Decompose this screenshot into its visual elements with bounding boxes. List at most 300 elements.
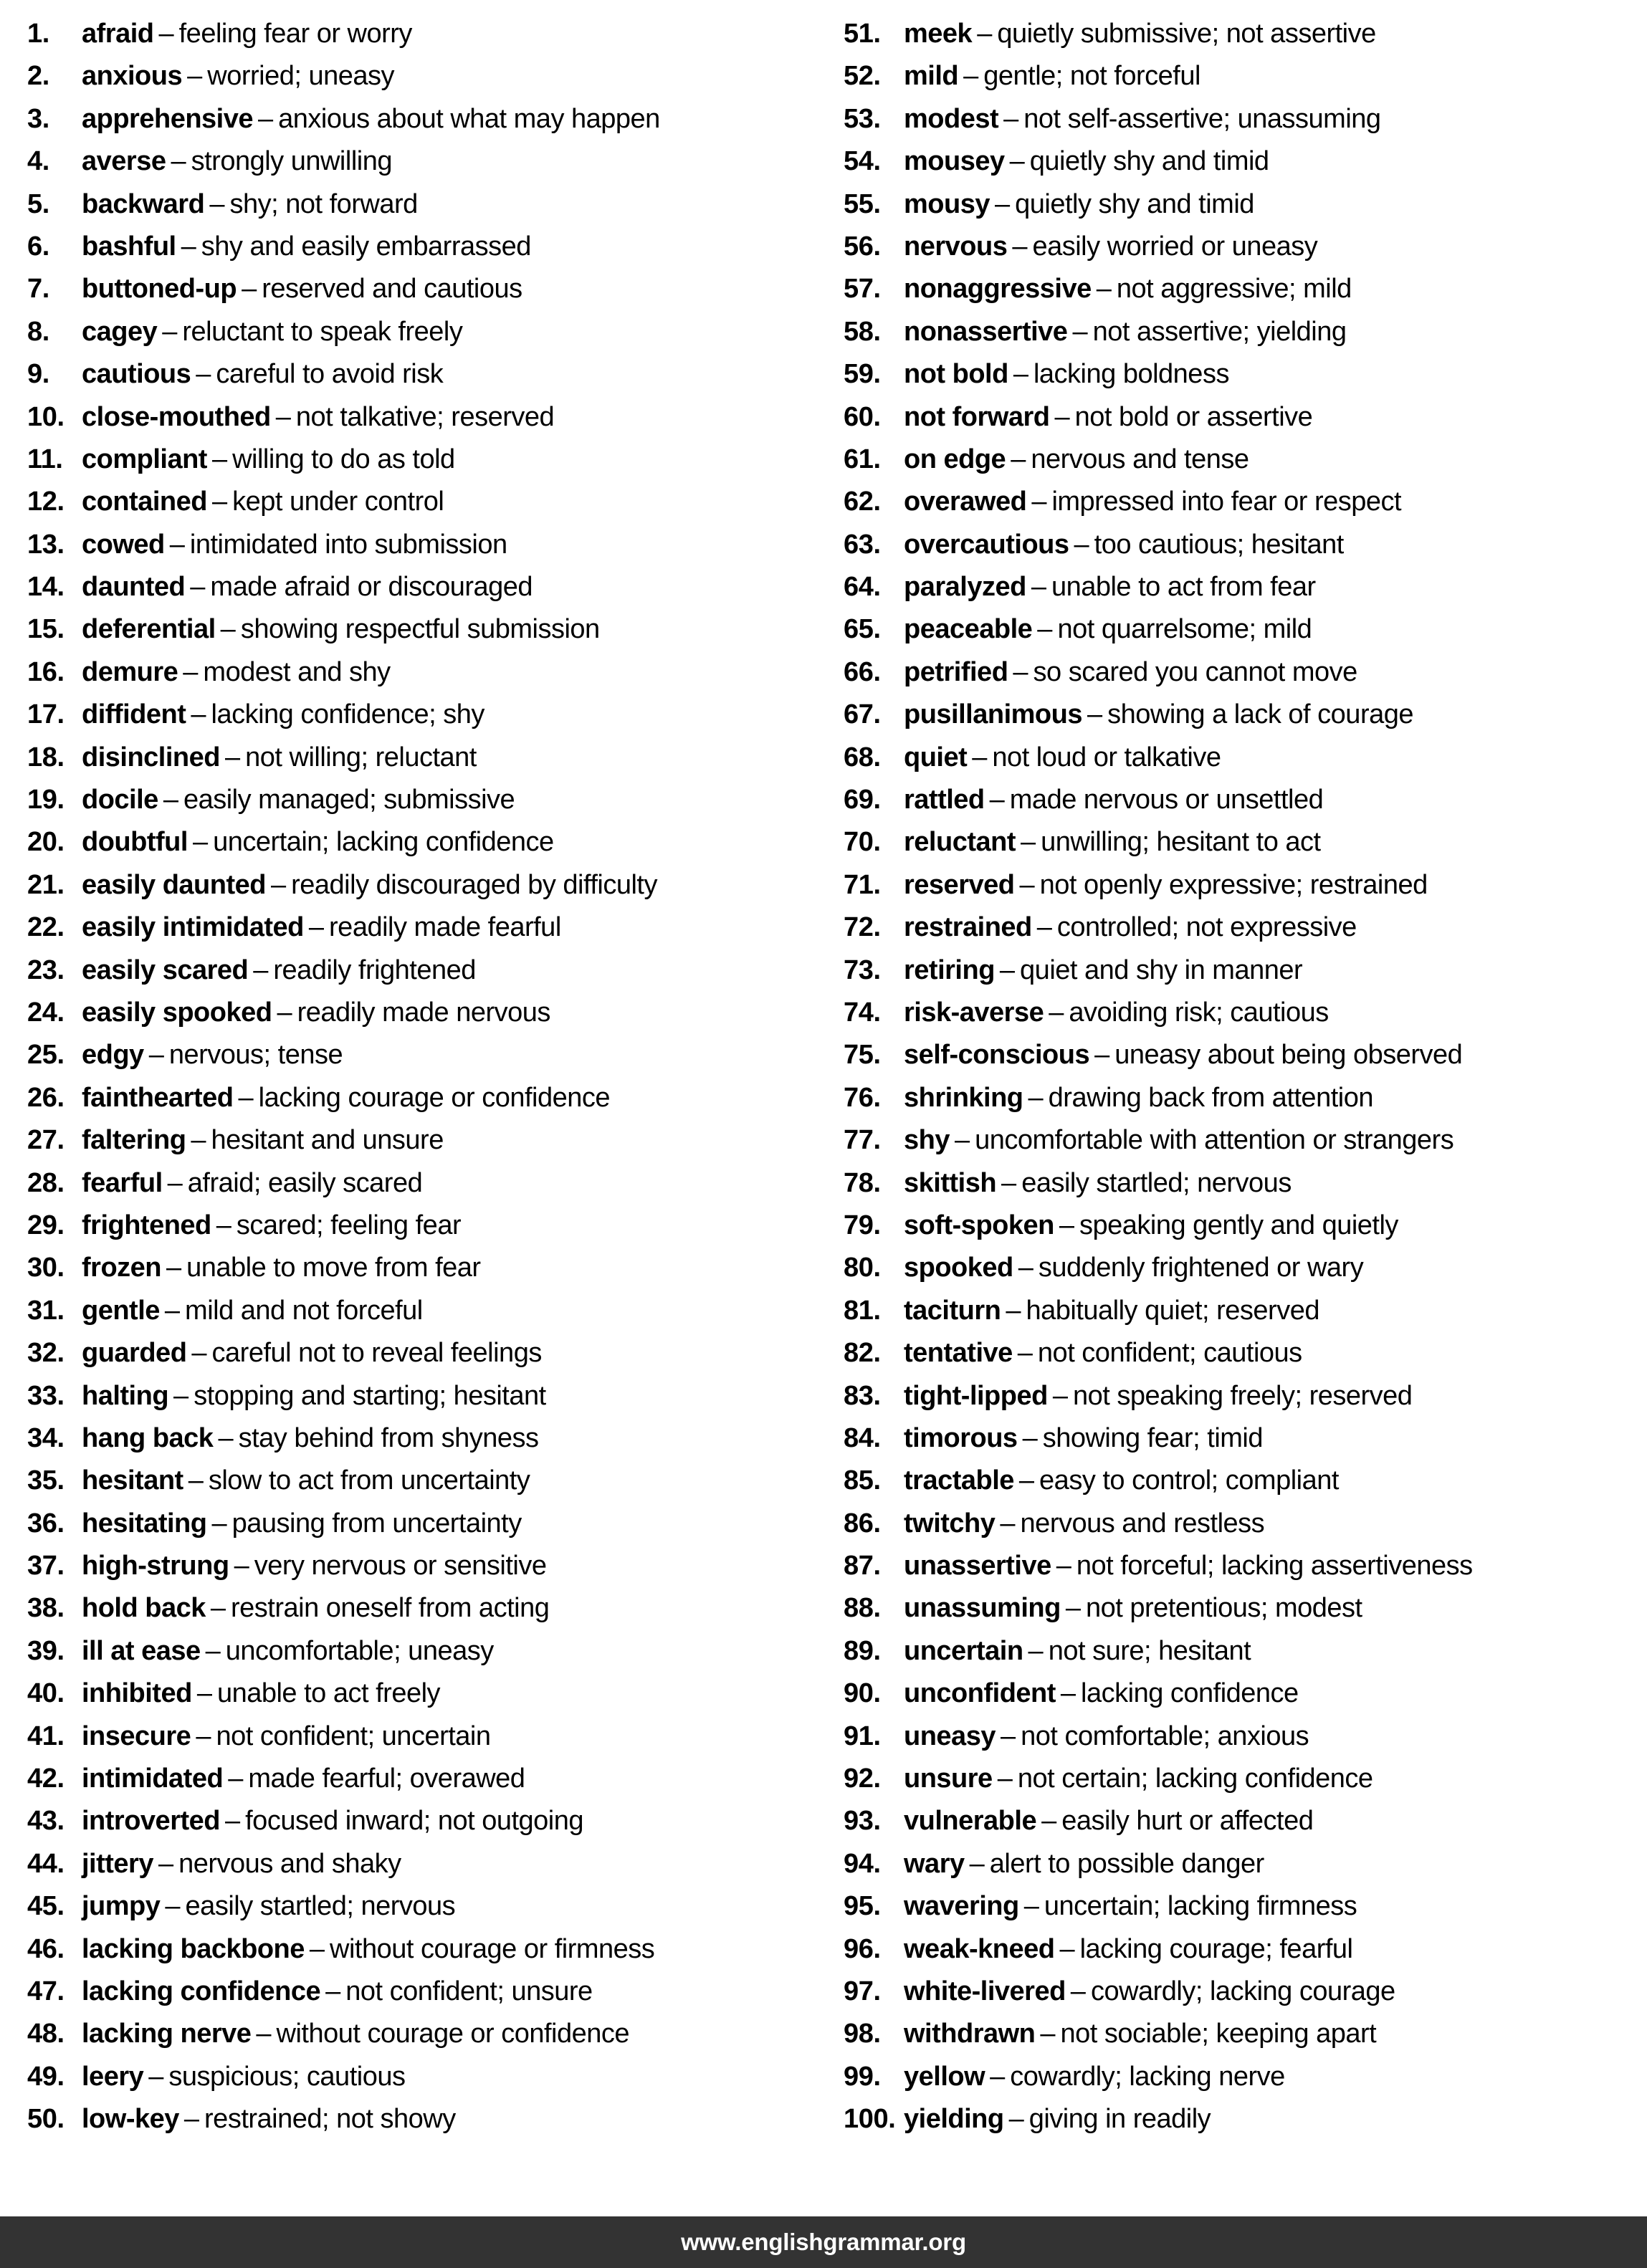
list-item-number: 43.	[27, 1806, 65, 1837]
list-item-definition: habitually quiet; reserved	[1026, 1295, 1319, 1326]
list-item-term: lacking confidence	[82, 1976, 321, 2006]
list-item	[27, 1630, 818, 1673]
list-item-number: 18.	[27, 742, 65, 772]
list-item	[27, 1971, 818, 2013]
footer-bar	[0, 2216, 1647, 2268]
list-item-term: quiet	[904, 742, 968, 772]
list-item-dash: –	[162, 316, 178, 347]
list-item-definition: shy and easily embarrassed	[201, 231, 531, 262]
list-item-term: overcautious	[904, 529, 1069, 560]
list-item-definition: careful to avoid risk	[216, 359, 444, 390]
list-item	[27, 1034, 818, 1076]
list-item-number: 69.	[844, 785, 881, 815]
list-item-number: 14.	[27, 572, 65, 603]
list-item-definition: unable to move from fear	[186, 1253, 481, 1283]
list-item-number: 89.	[844, 1635, 881, 1666]
list-item-definition: restrain oneself from acting	[231, 1593, 550, 1624]
list-item	[844, 1119, 1641, 1162]
list-item-definition: gentle; not forceful	[983, 61, 1200, 92]
list-item-dash: –	[210, 1593, 226, 1624]
list-item-term: hesitant	[82, 1465, 183, 1496]
list-item-term: faltering	[82, 1125, 186, 1156]
list-item-definition: restrained; not showy	[204, 2104, 456, 2135]
list-item-number: 41.	[27, 1721, 65, 1751]
list-item-term: unconfident	[904, 1678, 1056, 1709]
list-item	[27, 1928, 818, 1971]
list-item-number: 28.	[27, 1167, 65, 1198]
list-item-term: low-key	[82, 2104, 179, 2135]
list-item-number: 31.	[27, 1295, 65, 1326]
list-item-term: apprehensive	[82, 103, 253, 134]
list-item-number: 75.	[844, 1040, 881, 1071]
list-item-dash: –	[277, 997, 292, 1028]
list-item	[844, 1971, 1641, 2013]
list-item-dash: –	[191, 1125, 206, 1156]
list-item-dash: –	[1074, 529, 1089, 560]
list-item	[844, 779, 1641, 821]
list-item-dash: –	[1023, 1891, 1039, 1922]
list-item-term: lacking backbone	[82, 1933, 305, 1964]
list-item-definition: scared; feeling fear	[236, 1210, 462, 1240]
list-item-dash: –	[163, 785, 178, 815]
list-item-term: timorous	[904, 1422, 1018, 1453]
list-item-dash: –	[165, 1891, 181, 1922]
list-item-number: 52.	[844, 61, 881, 92]
list-item-definition: lacking confidence	[1081, 1678, 1299, 1709]
list-item-dash: –	[164, 1295, 181, 1326]
list-item	[844, 226, 1641, 268]
list-item-definition: not confident; cautious	[1037, 1338, 1302, 1369]
list-item-number: 62.	[844, 487, 881, 517]
list-item-number: 82.	[844, 1338, 881, 1369]
list-item-dash: –	[309, 1933, 325, 1964]
list-item	[844, 949, 1641, 992]
list-item-number: 76.	[844, 1082, 881, 1113]
list-item-definition: nervous and shaky	[178, 1848, 401, 1879]
list-item-dash: –	[977, 19, 993, 49]
list-item-term: insecure	[82, 1721, 191, 1751]
list-item-term: backward	[82, 188, 205, 219]
list-item-number: 84.	[844, 1422, 881, 1453]
list-item-number: 33.	[27, 1380, 65, 1411]
list-item-dash: –	[1000, 1508, 1016, 1539]
list-item-number: 78.	[844, 1167, 881, 1198]
list-item-definition: not assertive; yielding	[1092, 316, 1347, 347]
list-item-dash: –	[1009, 146, 1025, 177]
list-item-definition: avoiding risk; cautious	[1069, 997, 1329, 1028]
list-item-dash: –	[256, 2019, 272, 2049]
list-item-dash: –	[220, 614, 236, 645]
list-item-definition: not pretentious; modest	[1085, 1593, 1362, 1624]
list-item-term: demure	[82, 656, 178, 687]
list-item	[844, 1758, 1641, 1800]
list-item-definition: uncertain; lacking firmness	[1044, 1891, 1357, 1922]
list-item-term: anxious	[82, 61, 183, 92]
list-item-definition: showing respectful submission	[240, 614, 600, 645]
list-item-number: 38.	[27, 1593, 65, 1624]
list-item	[27, 1205, 818, 1247]
list-item-term: pusillanimous	[904, 699, 1082, 730]
list-item-term: frozen	[82, 1253, 161, 1283]
list-item	[27, 396, 818, 439]
list-item-term: easily intimidated	[82, 912, 304, 943]
list-item	[27, 1716, 818, 1758]
list-item-dash: –	[1017, 1338, 1033, 1369]
list-item-number: 1.	[27, 19, 49, 49]
list-item-definition: too cautious; hesitant	[1094, 529, 1344, 560]
list-item	[844, 183, 1641, 226]
list-item	[27, 694, 818, 736]
list-item-definition: uncertain; lacking confidence	[213, 827, 554, 858]
list-item-term: overawed	[904, 487, 1027, 517]
list-item-number: 42.	[27, 1764, 65, 1794]
list-item-number: 8.	[27, 316, 49, 347]
list-item	[27, 1077, 818, 1119]
list-item-term: yielding	[904, 2104, 1004, 2135]
list-item-dash: –	[1096, 274, 1112, 305]
list-item	[27, 13, 818, 55]
list-item-dash: –	[258, 103, 274, 134]
list-item-dash: –	[238, 1082, 254, 1113]
list-item-definition: impressed into fear or respect	[1051, 487, 1402, 517]
list-item-definition: easy to control; compliant	[1039, 1465, 1339, 1496]
list-item-dash: –	[171, 146, 186, 177]
list-item-dash: –	[209, 188, 225, 219]
list-item-dash: –	[211, 1508, 227, 1539]
list-item	[27, 566, 818, 608]
list-item-definition: not self-assertive; unassuming	[1023, 103, 1381, 134]
list-item-term: averse	[82, 146, 166, 177]
list-item	[844, 524, 1641, 566]
list-item-dash: –	[270, 869, 287, 900]
list-item-dash: –	[1000, 1721, 1016, 1751]
list-item-number: 27.	[27, 1125, 65, 1156]
list-item-dash: –	[211, 487, 228, 517]
list-item-term: nonaggressive	[904, 274, 1092, 305]
list-item-dash: –	[1008, 2104, 1024, 2135]
list-item-number: 35.	[27, 1465, 65, 1496]
list-item-dash: –	[1056, 1551, 1071, 1582]
list-item	[844, 140, 1641, 183]
list-item	[844, 1885, 1641, 1928]
list-item-dash: –	[216, 1210, 231, 1240]
list-item-term: mousey	[904, 146, 1005, 177]
site-url-label: www.englishgrammar.org	[681, 2229, 966, 2255]
list-item	[27, 1290, 818, 1332]
list-item-definition: intimidated into submission	[189, 529, 507, 560]
list-item-dash: –	[196, 359, 211, 390]
list-item-number: 24.	[27, 997, 65, 1028]
list-item-term: unassuming	[904, 1593, 1061, 1624]
list-item-number: 81.	[844, 1295, 881, 1326]
list-item-dash: –	[196, 1678, 212, 1709]
list-item-term: cautious	[82, 359, 191, 390]
list-item-term: not bold	[904, 359, 1008, 390]
list-item	[27, 1673, 818, 1715]
list-item-number: 9.	[27, 359, 49, 390]
list-item	[27, 608, 818, 651]
list-item-number: 15.	[27, 614, 65, 645]
list-item-dash: –	[166, 1253, 182, 1283]
list-item-definition: not openly expressive; restrained	[1039, 869, 1428, 900]
list-item-definition: feeling fear or worry	[178, 19, 412, 49]
list-item-dash: –	[308, 912, 325, 943]
list-item-definition: uneasy about being observed	[1114, 1040, 1463, 1071]
list-item-term: jittery	[82, 1848, 153, 1879]
list-item-dash: –	[167, 1167, 183, 1198]
list-item-number: 72.	[844, 912, 881, 943]
list-item-dash: –	[1060, 1678, 1076, 1709]
list-item-definition: not quarrelsome; mild	[1057, 614, 1312, 645]
list-item-definition: easily managed; submissive	[183, 785, 515, 815]
list-item	[27, 1587, 818, 1630]
list-item	[844, 821, 1641, 863]
list-item-definition: quiet and shy in manner	[1020, 954, 1303, 985]
list-item-number: 48.	[27, 2019, 65, 2049]
list-item-term: disinclined	[82, 742, 220, 772]
list-item-term: wary	[904, 1848, 965, 1879]
list-item	[27, 268, 818, 310]
list-item-number: 90.	[844, 1678, 881, 1709]
list-item-definition: willing to do as told	[232, 444, 455, 474]
list-item-dash: –	[169, 529, 185, 560]
list-item	[844, 1247, 1641, 1289]
list-item	[27, 524, 818, 566]
list-item	[844, 1034, 1641, 1076]
list-item-definition: easily hurt or affected	[1061, 1806, 1314, 1837]
list-item-term: gentle	[82, 1295, 160, 1326]
list-item-term: high-strung	[82, 1551, 229, 1582]
list-item-definition: focused inward; not outgoing	[245, 1806, 584, 1837]
list-item-term: not forward	[904, 401, 1050, 432]
list-item-dash: –	[1003, 103, 1019, 134]
list-item	[27, 1843, 818, 1885]
list-item	[844, 608, 1641, 651]
list-item-dash: –	[1006, 1295, 1021, 1326]
list-item-term: skittish	[904, 1167, 997, 1198]
list-item	[27, 1417, 818, 1460]
list-item-number: 65.	[844, 614, 881, 645]
list-item	[844, 481, 1641, 523]
list-item-number: 25.	[27, 1040, 65, 1071]
list-item-term: hesitating	[82, 1508, 207, 1539]
list-item-number: 98.	[844, 2019, 881, 2049]
list-item-number: 39.	[27, 1635, 65, 1666]
list-item-definition: not sociable; keeping apart	[1060, 2019, 1377, 2049]
list-item-number: 7.	[27, 274, 49, 305]
list-item-definition: made fearful; overawed	[248, 1764, 525, 1794]
list-item-term: soft-spoken	[904, 1210, 1054, 1240]
list-item-term: docile	[82, 785, 158, 815]
list-item-number: 91.	[844, 1721, 881, 1751]
list-item-term: intimidated	[82, 1764, 224, 1794]
list-item-term: withdrawn	[904, 2019, 1036, 2049]
right-column	[824, 13, 1647, 2141]
list-item-term: ill at ease	[82, 1635, 201, 1666]
list-item-definition: reserved and cautious	[262, 274, 522, 305]
list-item-number: 96.	[844, 1933, 881, 1964]
list-item-definition: quietly shy and timid	[1015, 188, 1254, 219]
list-item-definition: suspicious; cautious	[168, 2061, 406, 2092]
list-item-term: tentative	[904, 1338, 1013, 1369]
list-item-dash: –	[181, 231, 196, 262]
list-item-dash: –	[1049, 997, 1064, 1028]
list-item-term: buttoned-up	[82, 274, 237, 305]
list-item-definition: easily startled; nervous	[1021, 1167, 1292, 1198]
list-item-number: 29.	[27, 1210, 65, 1240]
list-item-dash: –	[173, 1380, 189, 1411]
list-item-number: 21.	[27, 869, 65, 900]
list-item-dash: –	[1028, 1082, 1044, 1113]
list-item-term: peaceable	[904, 614, 1033, 645]
list-item-term: shy	[904, 1125, 950, 1156]
list-item-number: 86.	[844, 1508, 881, 1539]
list-item-number: 92.	[844, 1764, 881, 1794]
list-item-dash: –	[1020, 827, 1036, 858]
list-item-term: petrified	[904, 656, 1008, 687]
list-item-term: reserved	[904, 869, 1015, 900]
list-item-number: 20.	[27, 827, 65, 858]
list-item-term: diffident	[82, 699, 186, 730]
list-item	[844, 1375, 1641, 1417]
list-item-dash: –	[1036, 912, 1052, 943]
list-item-number: 17.	[27, 699, 65, 730]
list-item	[844, 737, 1641, 779]
list-item-number: 47.	[27, 1976, 65, 2006]
list-item-definition: unable to act freely	[216, 1678, 441, 1709]
list-item	[27, 2013, 818, 2055]
list-item-definition: nervous and restless	[1020, 1508, 1265, 1539]
list-item	[844, 1630, 1641, 1673]
list-item-number: 70.	[844, 827, 881, 858]
list-item-term: contained	[82, 487, 207, 517]
list-item-term: uncertain	[904, 1635, 1023, 1666]
list-item-definition: not sure; hesitant	[1048, 1635, 1251, 1666]
list-item-definition: without courage or confidence	[276, 2019, 630, 2049]
list-item-dash: –	[196, 1721, 211, 1751]
list-item-dash: –	[191, 1338, 207, 1369]
list-item-definition: not willing; reluctant	[245, 742, 477, 772]
list-item	[844, 1587, 1641, 1630]
list-item-number: 34.	[27, 1422, 65, 1453]
list-item-term: hold back	[82, 1593, 206, 1624]
list-item-dash: –	[1018, 1253, 1033, 1283]
list-item-term: unsure	[904, 1764, 993, 1794]
list-item-dash: –	[1011, 444, 1026, 474]
list-item	[844, 1800, 1641, 1842]
list-item-definition: reluctant to speak freely	[182, 316, 463, 347]
list-item-dash: –	[1052, 1380, 1068, 1411]
list-item-number: 71.	[844, 869, 881, 900]
list-item-term: yellow	[904, 2061, 985, 2092]
list-item-definition: not talkative; reserved	[295, 401, 555, 432]
list-item-definition: easily startled; nervous	[185, 1891, 456, 1922]
list-item-term: easily scared	[82, 954, 249, 985]
list-item	[27, 651, 818, 694]
list-item-dash: –	[1065, 1593, 1081, 1624]
list-item-dash: –	[1031, 487, 1047, 517]
list-item-dash: –	[183, 656, 199, 687]
list-item-number: 95.	[844, 1891, 881, 1922]
list-item-definition: mild and not forceful	[185, 1295, 423, 1326]
list-item-number: 61.	[844, 444, 881, 474]
list-item-definition: readily made nervous	[297, 997, 550, 1028]
list-item-term: white-livered	[904, 1976, 1066, 2006]
list-item	[27, 1119, 818, 1162]
list-item-term: nonassertive	[904, 316, 1068, 347]
list-item-definition: not certain; lacking confidence	[1017, 1764, 1373, 1794]
list-item-number: 83.	[844, 1380, 881, 1411]
list-item-definition: lacking boldness	[1033, 359, 1229, 390]
list-item-number: 30.	[27, 1253, 65, 1283]
list-item-definition: modest and shy	[203, 656, 391, 687]
list-item-term: halting	[82, 1380, 169, 1411]
list-item-definition: not aggressive; mild	[1116, 274, 1352, 305]
list-item-dash: –	[1012, 231, 1028, 262]
list-item-dash: –	[972, 742, 988, 772]
list-item-term: doubtful	[82, 827, 188, 858]
list-item-term: compliant	[82, 444, 207, 474]
list-item	[844, 98, 1641, 140]
list-item	[27, 98, 818, 140]
list-item-definition: suddenly frightened or wary	[1038, 1253, 1364, 1283]
list-item-term: mousy	[904, 188, 990, 219]
list-item	[844, 1545, 1641, 1587]
list-item-number: 79.	[844, 1210, 881, 1240]
list-item-dash: –	[997, 1764, 1013, 1794]
list-item-dash: –	[990, 2061, 1006, 2092]
list-item-number: 54.	[844, 146, 881, 177]
list-item-term: tight-lipped	[904, 1380, 1048, 1411]
list-item-definition: not comfortable; anxious	[1021, 1721, 1309, 1751]
list-item-dash: –	[253, 954, 269, 985]
list-item	[844, 1928, 1641, 1971]
list-item-term: retiring	[904, 954, 995, 985]
list-item-number: 5.	[27, 188, 49, 219]
list-item	[844, 1162, 1641, 1205]
list-item	[844, 1205, 1641, 1247]
list-item-dash: –	[1031, 572, 1046, 603]
list-item-term: cowed	[82, 529, 165, 560]
list-item	[844, 2098, 1641, 2140]
list-item-definition: made nervous or unsettled	[1009, 785, 1324, 815]
list-item-number: 64.	[844, 572, 881, 603]
list-item-number: 2.	[27, 61, 49, 92]
list-item	[844, 1290, 1641, 1332]
list-item	[27, 439, 818, 481]
list-item-number: 57.	[844, 274, 881, 305]
list-item	[844, 55, 1641, 97]
list-item-term: restrained	[904, 912, 1032, 943]
list-item-term: deferential	[82, 614, 216, 645]
list-item-term: afraid	[82, 19, 154, 49]
list-item-dash: –	[999, 954, 1016, 985]
list-item-dash: –	[148, 1040, 164, 1071]
list-item-definition: readily frightened	[273, 954, 476, 985]
list-item-definition: giving in readily	[1028, 2104, 1211, 2135]
list-item-number: 58.	[844, 316, 881, 347]
list-item-number: 23.	[27, 954, 65, 985]
list-item-term: reluctant	[904, 827, 1016, 858]
list-item-dash: –	[188, 1465, 204, 1496]
list-item-dash: –	[275, 401, 291, 432]
list-item-number: 55.	[844, 188, 881, 219]
list-item	[844, 1503, 1641, 1545]
list-item-term: modest	[904, 103, 999, 134]
list-item	[844, 1460, 1641, 1502]
list-item-definition: kept under control	[232, 487, 444, 517]
list-item	[27, 1332, 818, 1374]
